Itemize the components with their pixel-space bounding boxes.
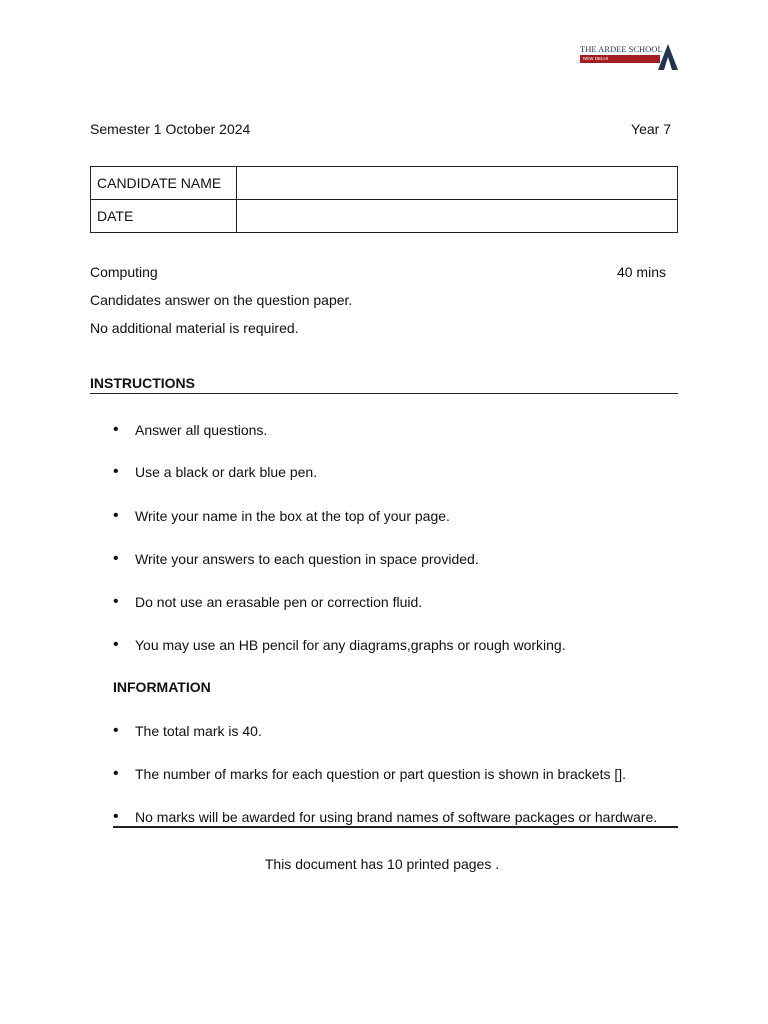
bullet-icon: • xyxy=(113,550,119,567)
information-text: No marks will be awarded for using brand names of software packages or hardware. xyxy=(135,809,658,825)
information-divider xyxy=(113,826,678,828)
information-text: The total mark is 40. xyxy=(135,723,262,739)
bullet-icon: • xyxy=(113,765,119,782)
bullet-icon: • xyxy=(113,808,119,825)
date-field[interactable] xyxy=(237,200,678,233)
date-label: DATE xyxy=(91,200,237,233)
duration-label: 40 mins xyxy=(616,264,666,280)
bullet-icon: • xyxy=(113,463,119,480)
logo-a-mark-icon xyxy=(656,44,680,70)
instruction-text: Write your name in the box at the top of your page. xyxy=(135,508,450,524)
bullet-icon: • xyxy=(113,636,119,653)
page-count-note: This document has 10 printed pages . xyxy=(264,856,500,872)
information-heading: INFORMATION xyxy=(113,679,211,695)
exam-note: Candidates answer on the question paper. xyxy=(90,292,353,308)
candidate-details-table xyxy=(90,166,678,233)
year-label: Year 7 xyxy=(631,121,671,137)
instructions-heading: INSTRUCTIONS xyxy=(90,375,195,391)
bullet-icon: • xyxy=(113,507,119,524)
subject-label: Computing xyxy=(90,264,158,280)
bullet-icon: • xyxy=(113,722,119,739)
table-row xyxy=(91,167,678,200)
instruction-text: Do not use an erasable pen or correction fluid. xyxy=(135,594,423,610)
candidate-name-label: CANDIDATE NAME xyxy=(91,167,237,200)
bullet-icon: • xyxy=(113,421,119,438)
instruction-text: You may use an HB pencil for any diagrams,graphs or rough working. xyxy=(135,637,566,653)
school-location: NEW DELHI xyxy=(583,56,609,61)
table-row xyxy=(91,200,678,233)
exam-note: No additional material is required. xyxy=(90,320,299,336)
candidate-name-field[interactable] xyxy=(237,167,678,200)
instruction-text: Use a black or dark blue pen. xyxy=(135,464,318,480)
information-text: The number of marks for each question or part question is shown in brackets []. xyxy=(135,766,627,782)
bullet-icon: • xyxy=(113,593,119,610)
semester-label: Semester 1 October 2024 xyxy=(90,121,251,137)
school-logo xyxy=(580,44,680,70)
instruction-text: Answer all questions. xyxy=(135,422,268,438)
school-name: THE ARDEE SCHOOL xyxy=(580,44,663,54)
instruction-text: Write your answers to each question in space provided. xyxy=(135,551,479,567)
instructions-divider xyxy=(90,393,678,394)
